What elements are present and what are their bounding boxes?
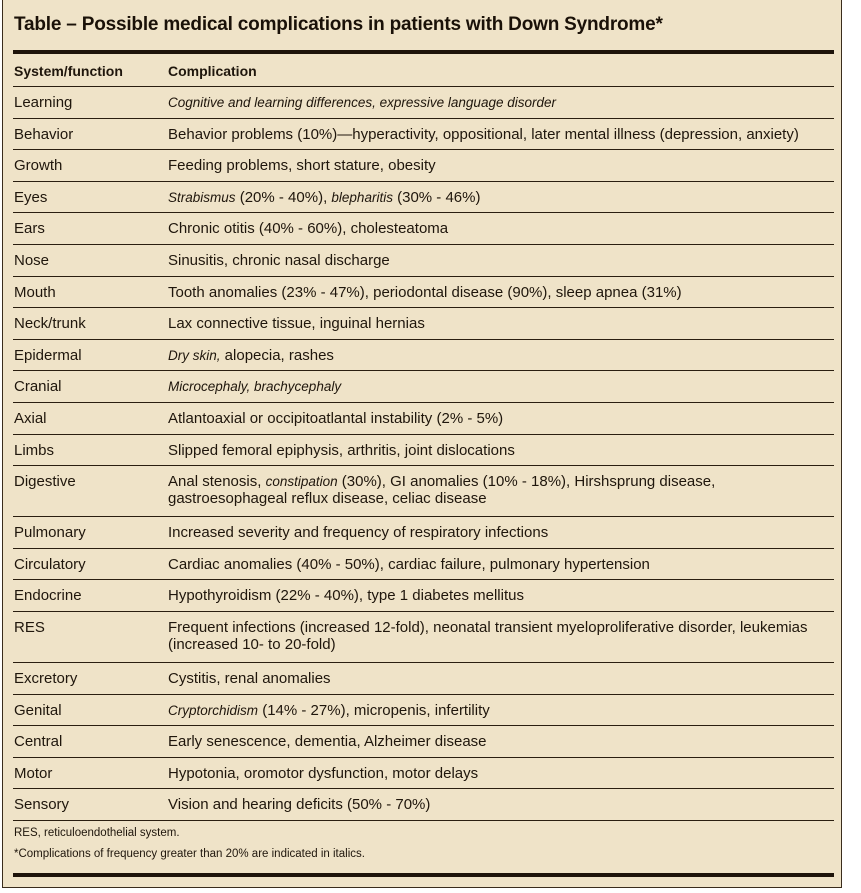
table-row xyxy=(13,150,834,182)
table-row xyxy=(13,695,834,727)
table-row xyxy=(13,245,834,277)
complication-cell xyxy=(168,189,834,213)
system-cell: Excretory xyxy=(14,669,78,687)
complication-text: Lax connective tissue, inguinal hernias xyxy=(168,315,425,333)
table-row xyxy=(13,789,834,821)
complication-text-italic: Strabismus xyxy=(168,189,236,205)
complication-text-italic: Cognitive and learning differences, expressive language disorder xyxy=(168,95,556,110)
table-row xyxy=(13,580,834,612)
table-row xyxy=(13,119,834,151)
table-header-row xyxy=(13,56,834,87)
table-row xyxy=(13,308,834,340)
complication-cell xyxy=(168,252,834,276)
complication-text-italic: Cryptorchidism xyxy=(168,702,259,718)
system-cell: Sensory xyxy=(14,796,70,814)
complication-text: Early senescence, dementia, Alzheimer disease xyxy=(168,733,487,751)
table-row xyxy=(13,277,834,309)
table-row xyxy=(13,663,834,695)
system-cell: Growth xyxy=(14,157,63,175)
table-row xyxy=(13,435,834,467)
system-cell: Motor xyxy=(14,764,53,782)
table-row xyxy=(13,612,834,663)
system-cell: Neck/trunk xyxy=(14,315,86,333)
complication-text: Hypotonia, oromotor dysfunction, motor delays xyxy=(168,764,479,782)
system-cell: Cranial xyxy=(14,378,62,396)
complication-cell xyxy=(168,524,834,548)
table-body xyxy=(13,87,834,821)
complication-text: Feeding problems, short stature, obesity xyxy=(168,157,436,175)
complication-text-italic: constipation xyxy=(265,474,338,490)
complication-cell xyxy=(168,733,834,757)
system-cell: Endocrine xyxy=(14,587,82,605)
complication-cell xyxy=(168,284,834,308)
system-cell: Eyes xyxy=(14,188,48,206)
system-cell: Limbs xyxy=(14,441,55,459)
complication-cell xyxy=(168,442,834,466)
complication-text: Tooth anomalies (23% - 47%), periodontal disease (90%), sleep apnea (31%) xyxy=(168,283,682,301)
top-rule xyxy=(13,50,834,54)
table-row xyxy=(13,340,834,372)
complication-text: Frequent infections (increased 12-fold), neonatal transient myeloproliferative disorder, leukemias (increased 10- to 20-fold) xyxy=(168,618,808,653)
complication-cell xyxy=(168,670,834,694)
system-cell: Digestive xyxy=(14,473,76,491)
complication-cell xyxy=(168,157,834,181)
complication-text: Slipped femoral epiphysis, arthritis, joint dislocations xyxy=(168,441,515,459)
complication-cell xyxy=(168,619,834,662)
complication-text-italic: blepharitis xyxy=(331,189,393,205)
table-row xyxy=(13,182,834,214)
complication-text: Increased severity and frequency of respiratory infections xyxy=(168,524,549,542)
system-cell: Learning xyxy=(14,94,73,111)
header-system: System/function xyxy=(14,63,123,79)
table-row xyxy=(13,87,834,119)
complication-text: Hypothyroidism (22% - 40%), type 1 diabetes mellitus xyxy=(168,587,524,605)
complication-text: Chronic otitis (40% - 60%), cholesteatoma xyxy=(168,220,449,238)
system-cell: Mouth xyxy=(14,283,56,301)
table-row xyxy=(13,371,834,403)
system-cell: Ears xyxy=(14,220,45,238)
system-cell: Central xyxy=(14,733,63,751)
complication-cell xyxy=(168,220,834,244)
complication-text: (14% - 27%), micropenis, infertility xyxy=(258,701,490,719)
system-cell: RES xyxy=(14,618,45,636)
table-row xyxy=(13,726,834,758)
complication-text: Cardiac anomalies (40% - 50%), cardiac failure, pulmonary hypertension xyxy=(168,555,650,573)
complication-text: Sinusitis, chronic nasal discharge xyxy=(168,251,390,269)
table-row xyxy=(13,758,834,790)
table-title: Table – Possible medical complications in patients with Down Syndrome* xyxy=(14,14,663,35)
complication-text: (20% - 40%), xyxy=(235,188,332,206)
complication-cell xyxy=(168,702,834,726)
complication-text: Atlantoaxial or occipitoatlantal instability (2% - 5%) xyxy=(168,409,504,427)
complications-table xyxy=(13,56,834,821)
complication-cell xyxy=(168,473,834,516)
complication-cell xyxy=(168,94,834,118)
system-cell: Nose xyxy=(14,251,50,269)
system-cell: Epidermal xyxy=(14,346,82,364)
table-row xyxy=(13,213,834,245)
system-cell: Genital xyxy=(14,701,62,719)
complication-cell xyxy=(168,315,834,339)
system-cell: Behavior xyxy=(14,125,74,143)
complication-cell xyxy=(168,378,834,402)
complication-text: Vision and hearing deficits (50% - 70%) xyxy=(168,796,431,814)
complication-cell xyxy=(168,556,834,580)
system-cell: Pulmonary xyxy=(14,524,86,542)
table-row xyxy=(13,466,834,517)
complication-cell xyxy=(168,796,834,820)
system-cell: Circulatory xyxy=(14,555,86,573)
table-row xyxy=(13,403,834,435)
complication-text: Behavior problems (10%)—hyperactivity, oppositional, later mental illness (depression, anxiety) xyxy=(168,125,799,143)
table-row xyxy=(13,517,834,549)
complication-text: (30%), GI anomalies (10% - 18%), Hirshsprung disease, gastroesophageal reflux disease, celiac disease xyxy=(168,473,716,508)
complication-text: (30% - 46%) xyxy=(392,188,481,206)
bottom-rule xyxy=(13,873,834,877)
complication-text: alopecia, rashes xyxy=(220,346,334,364)
complication-text: Cystitis, renal anomalies xyxy=(168,669,331,687)
complication-cell xyxy=(168,410,834,434)
table-row xyxy=(13,549,834,581)
complication-text: Anal stenosis, xyxy=(168,473,266,491)
footnote-abbreviation: RES, reticuloendothelial system. xyxy=(14,827,180,839)
complication-text-italic: Dry skin, xyxy=(168,347,221,363)
table-panel xyxy=(2,0,842,888)
complication-cell xyxy=(168,765,834,789)
system-cell: Axial xyxy=(14,409,47,427)
complication-cell xyxy=(168,587,834,611)
header-complication: Complication xyxy=(168,63,257,79)
complication-text-italic: Microcephaly, brachycephaly xyxy=(168,379,342,395)
footnote-italics: *Complications of frequency greater than 20% are indicated in italics. xyxy=(14,848,365,860)
complication-cell xyxy=(168,126,834,150)
complication-cell xyxy=(168,347,834,371)
